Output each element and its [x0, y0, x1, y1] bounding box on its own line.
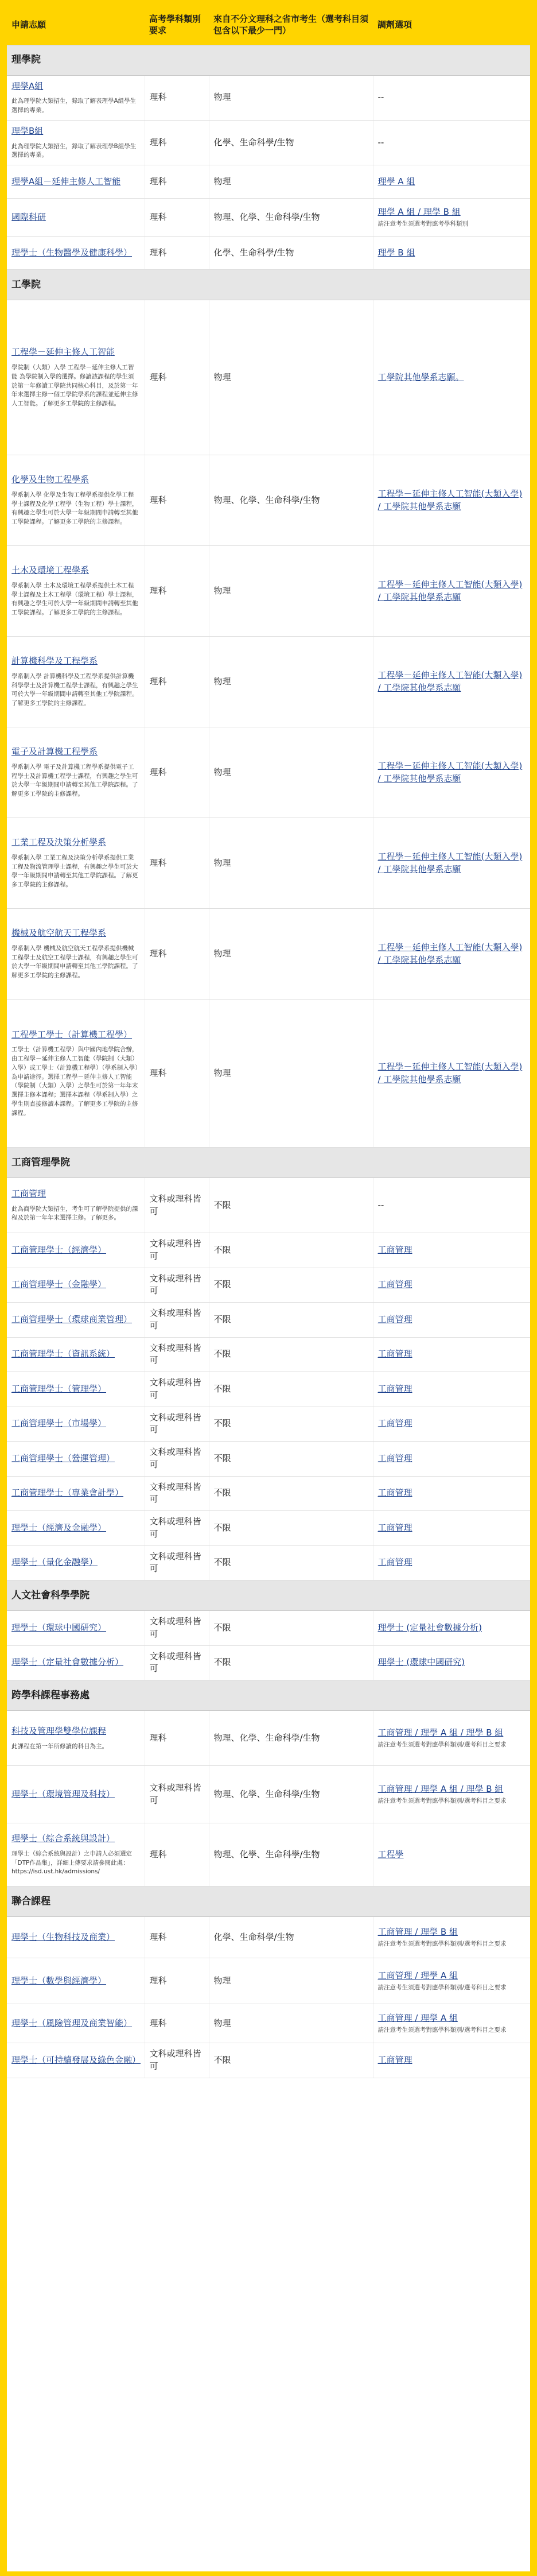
subjects-cell: 不限	[209, 2043, 373, 2078]
category-cell: 文科或理科皆可	[145, 1178, 209, 1233]
subjects-cell: 物理、化學、生命科學/生物	[209, 1711, 373, 1766]
alternative-option[interactable]: 工商管理	[378, 1314, 413, 1324]
alternative-option[interactable]: 工學院其他學系志願。	[378, 371, 464, 382]
alternative-cell	[373, 1711, 530, 1766]
category-cell: 文科或理科皆可	[145, 1766, 209, 1823]
alternative-option[interactable]: 工商管理	[378, 1557, 413, 1568]
program-link[interactable]: 土木及環境工程學系	[11, 565, 90, 576]
table-row	[7, 165, 530, 199]
alternative-note: 請注意考生須選考對應學科類別/選考科目之要求	[378, 1797, 507, 1804]
category-cell: 理科	[145, 455, 209, 546]
subjects-cell: 物理	[209, 1958, 373, 2004]
alternative-option[interactable]: 工商管理 / 理學 A 組 / 理學 B 組	[378, 1727, 504, 1738]
program-cell	[7, 1611, 145, 1646]
program-description: 學系制入學 電子及計算機工程學系提供電子工程學士及計算機工程學士課程，有興趣之學生可於大學一年級期間申請轉至其他工學院課程。了解更多工學院的主修課程。	[11, 763, 138, 798]
program-requirements-table	[7, 5, 530, 2078]
alternative-cell	[373, 1511, 530, 1546]
category-cell: 文科或理科皆可	[145, 1303, 209, 1338]
table-row	[7, 637, 530, 727]
program-cell	[7, 237, 145, 270]
subjects-cell: 不限	[209, 1476, 373, 1511]
alternative-option[interactable]: 工程學－延伸主修人工智能(大類入學) / 工學院其他學系志願	[378, 488, 523, 512]
category-cell: 理科	[145, 909, 209, 1000]
program-link[interactable]: 工商管理學士（金融學）	[11, 1279, 107, 1290]
alternative-option[interactable]: 工商管理	[378, 1279, 413, 1290]
category-cell: 文科或理科皆可	[145, 1511, 209, 1546]
program-cell	[7, 1511, 145, 1546]
program-cell	[7, 455, 145, 546]
table-row	[7, 1545, 530, 1581]
section-row	[7, 45, 530, 75]
program-link[interactable]: 電子及計算機工程學系	[11, 746, 98, 757]
alternative-option[interactable]: 理學 A 組	[378, 176, 415, 187]
subjects-cell: 物理、化學、生命科學/生物	[209, 199, 373, 237]
category-cell: 理科	[145, 300, 209, 455]
alternative-option[interactable]: 工商管理 / 理學 A 組 / 理學 B 組	[378, 1784, 504, 1795]
program-cell	[7, 909, 145, 1000]
table-row	[7, 1511, 530, 1546]
subjects-cell: 不限	[209, 1303, 373, 1338]
category-cell: 文科或理科皆可	[145, 1645, 209, 1680]
table-row	[7, 300, 530, 455]
program-link[interactable]: 工商管理學士（資訊系統）	[11, 1349, 115, 1359]
alternative-option[interactable]: 工程學－延伸主修人工智能(大類入學) / 工學院其他學系志願	[378, 1061, 523, 1084]
header-category: 高考學科類別要求	[145, 5, 209, 45]
alternative-cell	[373, 237, 530, 270]
program-description: 學系制入學 計算機科學及工程學系提供計算機科學學士及計算機工程學士課程，有興趣之學生可於大學一年級期間申請轉至其他工學院課程。了解更多工學院的主修課程。	[11, 672, 138, 707]
section-title: 理學院	[7, 45, 530, 75]
table-row	[7, 1476, 530, 1511]
table-row	[7, 1407, 530, 1442]
program-description: 學院制（大類）入學 工程學－延伸主修人工智能 為學院制入學的選擇。修讀該課程的學生須於第一年修讀工學院共同核心科目，及於第一年年末選擇主修一個工學院學系的課程並延伸主修人工智能。了解更多工學院的主修課程。	[11, 364, 138, 407]
program-link[interactable]: 工商管理學士（營運管理）	[11, 1452, 115, 1463]
category-cell: 理科	[145, 637, 209, 727]
subjects-cell: 物理、化學、生命科學/生物	[209, 1823, 373, 1887]
alternative-note: 請注意考生須選考對應考學科類別	[378, 220, 468, 227]
alternative-cell	[373, 1476, 530, 1511]
program-cell	[7, 75, 145, 120]
category-cell: 文科或理科皆可	[145, 1372, 209, 1407]
program-link[interactable]: 國際科研	[11, 211, 46, 222]
program-link[interactable]: 理學士（綜合系統與設計）	[11, 1833, 115, 1843]
program-description: 此為商學院大類招生，考生可了解學院提供的課程及於第一年年末選擇主修。了解更多。	[11, 1205, 138, 1222]
program-link[interactable]: 工商管理學士（管理學）	[11, 1383, 107, 1394]
category-cell: 理科	[145, 546, 209, 637]
program-cell	[7, 637, 145, 727]
table-row	[7, 1442, 530, 1477]
alternative-cell	[373, 1372, 530, 1407]
alternative-note: 請注意考生須選考對應學科類別/選考科目之要求	[378, 1940, 507, 1947]
table-row	[7, 727, 530, 818]
program-link[interactable]: 理學A組	[11, 80, 44, 91]
table-row	[7, 455, 530, 546]
program-cell	[7, 1545, 145, 1581]
program-cell	[7, 1711, 145, 1766]
category-cell: 文科或理科皆可	[145, 2043, 209, 2078]
subjects-cell: 物理	[209, 300, 373, 455]
program-cell	[7, 1000, 145, 1148]
subjects-cell: 物理	[209, 1000, 373, 1148]
category-cell: 理科	[145, 1917, 209, 1958]
alternative-cell	[373, 818, 530, 909]
alternative-cell	[373, 1917, 530, 1958]
subjects-cell: 物理	[209, 637, 373, 727]
alternative-cell	[373, 1303, 530, 1338]
header-program: 申請志願	[7, 5, 145, 45]
program-description: 學系制入學 化學及生物工程學系提供化學工程學士課程及化學工程學（生物工程）學士課程，有興趣之學生可於大學一年級期間申請轉至其他工學院課程。了解更多工學院的主修課程。	[11, 491, 138, 526]
category-cell: 理科	[145, 2004, 209, 2043]
alternative-cell	[373, 1337, 530, 1372]
program-link[interactable]: 理學士（可持續發展及綠色金融）	[11, 2054, 141, 2065]
alternative-cell	[373, 120, 530, 165]
subjects-cell: 化學、生命科學/生物	[209, 120, 373, 165]
program-link[interactable]: 理學士（環境管理及科技）	[11, 1788, 115, 1799]
section-title: 聯合課程	[7, 1887, 530, 1917]
admissions-table-frame	[7, 5, 530, 2571]
alternative-option[interactable]: 工商管理	[378, 1244, 413, 1255]
program-cell	[7, 1178, 145, 1233]
alternative-option[interactable]: 工程學－延伸主修人工智能(大類入學) / 工學院其他學系志願	[378, 851, 523, 874]
program-link[interactable]: 工商管理學士（市場學）	[11, 1418, 107, 1429]
alternative-cell	[373, 1268, 530, 1303]
table-body	[7, 45, 530, 2078]
category-cell: 文科或理科皆可	[145, 1611, 209, 1646]
program-cell	[7, 1337, 145, 1372]
header-alternative: 調劑選項	[373, 5, 530, 45]
section-row	[7, 270, 530, 300]
section-title: 跨學科課程事務處	[7, 1680, 530, 1711]
table-row	[7, 546, 530, 637]
subjects-cell: 不限	[209, 1611, 373, 1646]
alternative-option[interactable]: 工商管理	[378, 1349, 413, 1359]
program-link[interactable]: 機械及航空航天工程學系	[11, 928, 107, 939]
header-subjects: 來自不分文理科之省市考生（選考科目須包含以下最少一門）	[209, 5, 373, 45]
program-description: 理學士（綜合系統與設計）之申請人必須選定「DTP作品集」，詳細上傳要求請參閱此處：https://isd.ust.hk/admissions/	[11, 1850, 132, 1876]
program-link[interactable]: 理學士（生物科技及商業）	[11, 1931, 115, 1942]
subjects-cell: 不限	[209, 1178, 373, 1233]
subjects-cell: 物理、化學、生命科學/生物	[209, 1766, 373, 1823]
alternative-option[interactable]: 工程學－延伸主修人工智能(大類入學) / 工學院其他學系志願	[378, 579, 523, 602]
alternative-option[interactable]: 工程學－延伸主修人工智能(大類入學) / 工學院其他學系志願	[378, 760, 523, 784]
table-row	[7, 1611, 530, 1646]
category-cell: 文科或理科皆可	[145, 1233, 209, 1268]
alternative-cell	[373, 1823, 530, 1887]
program-cell	[7, 818, 145, 909]
alternative-option[interactable]: 工商管理 / 理學 A 組	[378, 1970, 458, 1981]
program-description: 此課程在第一年所修讀的科目為主。	[11, 1742, 108, 1750]
table-row	[7, 75, 530, 120]
table-row	[7, 2043, 530, 2078]
program-description: 此為理學院大類招生，錄取了解表理學B組學生選擇的專業。	[11, 142, 137, 159]
program-cell	[7, 546, 145, 637]
table-row	[7, 1178, 530, 1233]
alternative-option[interactable]: 理學士 (環球中國研究)	[378, 1657, 465, 1668]
program-cell	[7, 1268, 145, 1303]
alternative-note: 請注意考生須選考對應學科類別/選考科目之要求	[378, 1984, 507, 1991]
alternative-cell	[373, 1407, 530, 1442]
program-cell	[7, 1823, 145, 1887]
table-row	[7, 1645, 530, 1680]
section-title: 工商管理學院	[7, 1148, 530, 1178]
table-row	[7, 1233, 530, 1268]
subjects-cell: 不限	[209, 1442, 373, 1477]
program-cell	[7, 727, 145, 818]
table-row	[7, 1372, 530, 1407]
alternative-cell	[373, 1958, 530, 2004]
table-row	[7, 909, 530, 1000]
alternative-cell	[373, 1000, 530, 1148]
category-cell: 理科	[145, 1958, 209, 2004]
alternative-cell	[373, 1442, 530, 1477]
category-cell: 文科或理科皆可	[145, 1442, 209, 1477]
program-cell	[7, 1476, 145, 1511]
alternative-option[interactable]: 工商管理	[378, 1488, 413, 1498]
alternative-cell	[373, 455, 530, 546]
program-link[interactable]: 理學A組－延伸主修人工智能	[11, 176, 121, 187]
category-cell: 理科	[145, 727, 209, 818]
subjects-cell: 不限	[209, 1233, 373, 1268]
category-cell: 文科或理科皆可	[145, 1476, 209, 1511]
category-cell: 文科或理科皆可	[145, 1407, 209, 1442]
alternative-cell	[373, 2043, 530, 2078]
category-cell: 理科	[145, 1823, 209, 1887]
category-cell: 理科	[145, 199, 209, 237]
section-row	[7, 1148, 530, 1178]
program-link[interactable]: 計算機科學及工程學系	[11, 656, 98, 667]
table-row	[7, 237, 530, 270]
program-link[interactable]: 工商管理	[11, 1188, 46, 1199]
alternative-option[interactable]: 工商管理 / 理學 B 組	[378, 1927, 458, 1938]
alternative-option[interactable]: 工商管理	[378, 1452, 413, 1463]
subjects-cell: 不限	[209, 1511, 373, 1546]
alternative-option[interactable]: 工程學－延伸主修人工智能(大類入學) / 工學院其他學系志願	[378, 669, 523, 693]
table-row	[7, 1337, 530, 1372]
program-cell	[7, 2043, 145, 2078]
category-cell: 文科或理科皆可	[145, 1268, 209, 1303]
category-cell: 理科	[145, 120, 209, 165]
subjects-cell: 化學、生命科學/生物	[209, 237, 373, 270]
table-row	[7, 199, 530, 237]
alternative-option[interactable]: 工商管理	[378, 2054, 413, 2065]
category-cell: 理科	[145, 1711, 209, 1766]
alternative-cell	[373, 1178, 530, 1233]
alternative-option[interactable]: 工商管理 / 理學 A 組	[378, 2013, 458, 2024]
alternative-note: 請注意考生須選考對應學科類別/選考科目之要求	[378, 1741, 507, 1748]
table-row	[7, 1268, 530, 1303]
alternative-option: --	[378, 92, 384, 103]
program-cell	[7, 1917, 145, 1958]
alternative-note: 請注意考生須選考對應學科類別/選考科目之要求	[378, 2026, 507, 2033]
subjects-cell: 物理、化學、生命科學/生物	[209, 455, 373, 546]
alternative-option[interactable]: 理學 A 組 / 理學 B 組	[378, 207, 461, 218]
program-link[interactable]: 理學士（數學與經濟學）	[11, 1975, 107, 1986]
alternative-option: --	[378, 1199, 384, 1210]
alternative-cell	[373, 2004, 530, 2043]
program-cell	[7, 120, 145, 165]
section-row	[7, 1581, 530, 1611]
program-link[interactable]: 理學士（風險管理及商業智能）	[11, 2017, 133, 2028]
alternative-cell	[373, 727, 530, 818]
table-row	[7, 1823, 530, 1887]
category-cell: 理科	[145, 818, 209, 909]
alternative-option[interactable]: 工商管理	[378, 1418, 413, 1429]
program-link[interactable]: 理學士（環球中國研究）	[11, 1622, 107, 1633]
program-link[interactable]: 工商管理學士（專業會計學）	[11, 1488, 124, 1498]
alternative-option: --	[378, 137, 384, 148]
table-header-row	[7, 5, 530, 45]
program-description: 學系制入學 工業工程及決策分析學系提供工業工程及物流管理學士課程，有興趣之學生可於大學一年級期間申請轉至其他工學院課程。了解更多工學院的主修課程。	[11, 854, 138, 889]
alternative-option[interactable]: 工商管理	[378, 1522, 413, 1533]
category-cell: 理科	[145, 75, 209, 120]
program-cell	[7, 300, 145, 455]
program-link[interactable]: 理學士（定量社會數據分析）	[11, 1657, 124, 1668]
program-link[interactable]: 工商管理學士（環球商業管理）	[11, 1314, 133, 1324]
program-link[interactable]: 工商管理學士（經濟學）	[11, 1244, 107, 1255]
table-row	[7, 818, 530, 909]
alternative-option[interactable]: 工程學	[378, 1849, 404, 1860]
subjects-cell: 物理	[209, 818, 373, 909]
program-cell	[7, 2004, 145, 2043]
alternative-cell	[373, 909, 530, 1000]
subjects-cell: 物理	[209, 75, 373, 120]
subjects-cell: 不限	[209, 1645, 373, 1680]
alternative-option[interactable]: 工程學－延伸主修人工智能(大類入學) / 工學院其他學系志願	[378, 942, 523, 965]
program-link[interactable]: 理學士（生物醫學及健康科學）	[11, 247, 133, 258]
alternative-cell	[373, 300, 530, 455]
alternative-cell	[373, 1233, 530, 1268]
alternative-cell	[373, 1645, 530, 1680]
program-link[interactable]: 工程學－延伸主修人工智能	[11, 347, 115, 358]
program-description: 此為理學院大類招生，錄取了解表理學A組學生選擇的專業。	[11, 98, 137, 114]
program-cell	[7, 1303, 145, 1338]
program-cell	[7, 199, 145, 237]
alternative-cell	[373, 1611, 530, 1646]
program-link[interactable]: 工程學工學士（計算機工程學）	[11, 1029, 133, 1040]
section-title: 人文社會科學學院	[7, 1581, 530, 1611]
subjects-cell: 不限	[209, 1337, 373, 1372]
table-row	[7, 1917, 530, 1958]
program-link[interactable]: 理學士（量化金融學）	[11, 1557, 98, 1568]
alternative-cell	[373, 546, 530, 637]
program-link[interactable]: 理學士（經濟及金融學）	[11, 1522, 107, 1533]
alternative-option[interactable]: 理學士 (定量社會數據分析)	[378, 1622, 482, 1633]
program-link[interactable]: 理學B組	[11, 125, 44, 136]
program-description: 學系制入學 機械及航空航天工程學系提供機械工程學士及航空工程學士課程，有興趣之學生可於大學一年級期間申請轉至其他工學院課程。了解更多工學院的主修課程。	[11, 944, 138, 979]
program-link[interactable]: 科技及管理學雙學位課程	[11, 1725, 107, 1736]
subjects-cell: 不限	[209, 1407, 373, 1442]
alternative-cell	[373, 165, 530, 199]
program-description: 工學士（計算機工程學）與中國內地學院合辦，由工程學－延伸主修人工智能（學院制（大類）入學）或工學士（計算機工程學）（學系制入學）為申請途徑。選擇工程學－延伸主修人工智能（學院制（大類）入學）之學生可於第一年年末選擇主修本課程；選擇本課程（學系制入學）之學生則直接修讀本課程。了解更多工學院的主修課程。	[11, 1046, 138, 1117]
subjects-cell: 物理	[209, 909, 373, 1000]
alternative-cell	[373, 637, 530, 727]
table-row	[7, 2004, 530, 2043]
subjects-cell: 物理	[209, 165, 373, 199]
table-row	[7, 1766, 530, 1823]
subjects-cell: 物理	[209, 2004, 373, 2043]
subjects-cell: 不限	[209, 1268, 373, 1303]
program-cell	[7, 1442, 145, 1477]
program-link[interactable]: 工業工程及決策分析學系	[11, 837, 107, 848]
subjects-cell: 不限	[209, 1545, 373, 1581]
table-row	[7, 1958, 530, 2004]
subjects-cell: 物理	[209, 546, 373, 637]
category-cell: 理科	[145, 165, 209, 199]
program-cell	[7, 1372, 145, 1407]
alternative-option[interactable]: 工商管理	[378, 1383, 413, 1394]
program-link[interactable]: 化學及生物工程學系	[11, 474, 90, 485]
program-cell	[7, 1958, 145, 2004]
alternative-cell	[373, 199, 530, 237]
alternative-cell	[373, 1766, 530, 1823]
subjects-cell: 物理	[209, 727, 373, 818]
table-row	[7, 1303, 530, 1338]
program-cell	[7, 1407, 145, 1442]
alternative-option[interactable]: 理學 B 組	[378, 247, 415, 258]
category-cell: 理科	[145, 237, 209, 270]
program-cell	[7, 165, 145, 199]
subjects-cell: 不限	[209, 1372, 373, 1407]
program-cell	[7, 1645, 145, 1680]
subjects-cell: 化學、生命科學/生物	[209, 1917, 373, 1958]
program-cell	[7, 1766, 145, 1823]
section-row	[7, 1680, 530, 1711]
category-cell: 文科或理科皆可	[145, 1337, 209, 1372]
table-row	[7, 120, 530, 165]
category-cell: 文科或理科皆可	[145, 1545, 209, 1581]
category-cell: 理科	[145, 1000, 209, 1148]
section-title: 工學院	[7, 270, 530, 300]
table-row	[7, 1000, 530, 1148]
program-cell	[7, 1233, 145, 1268]
table-row	[7, 1711, 530, 1766]
program-description: 學系制入學 土木及環境工程學系提供土木工程學士課程及土木工程學（環境工程）學士課程，有興趣之學生可於大學一年級期間申請轉至其他工學院課程。了解更多工學院的主修課程。	[11, 582, 138, 617]
alternative-cell	[373, 75, 530, 120]
section-row	[7, 1887, 530, 1917]
alternative-cell	[373, 1545, 530, 1581]
